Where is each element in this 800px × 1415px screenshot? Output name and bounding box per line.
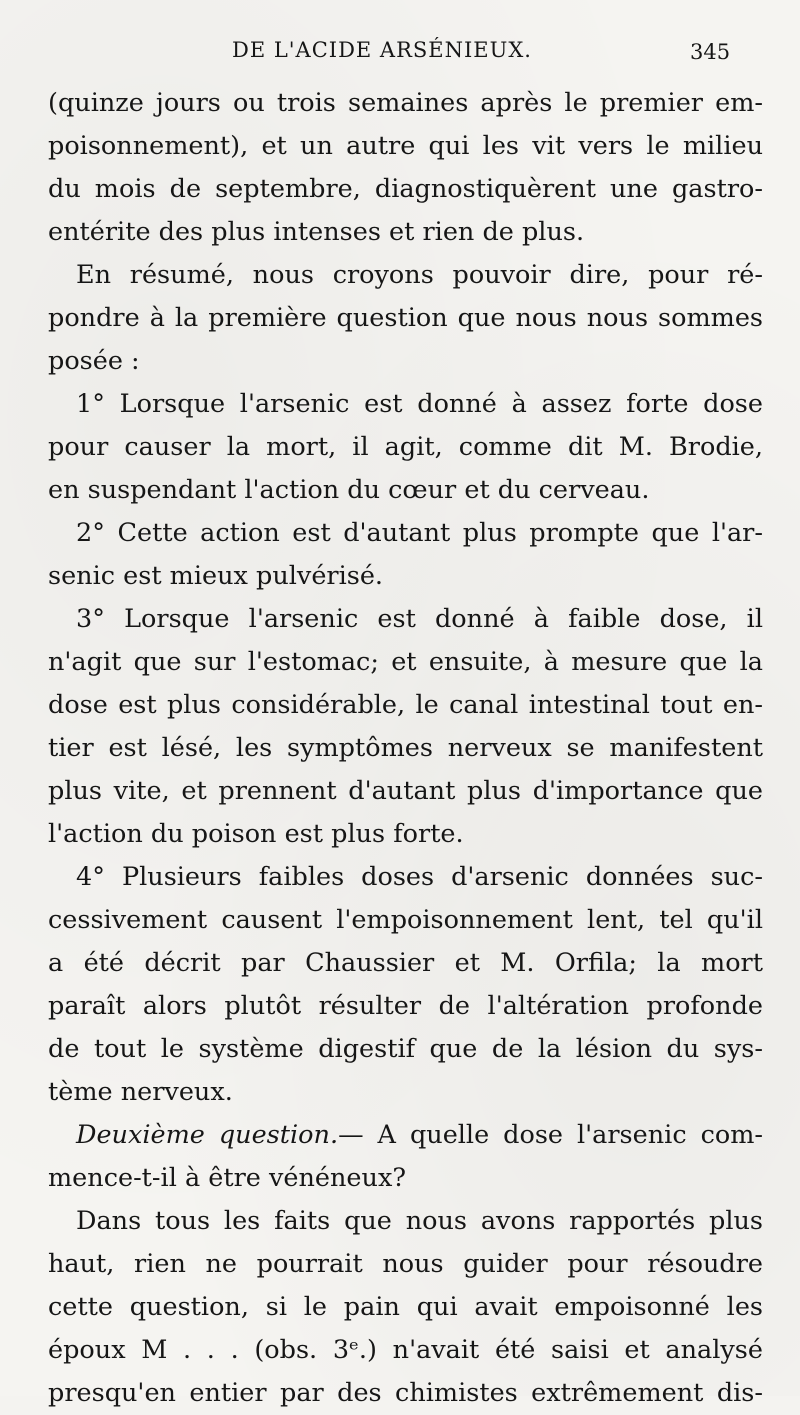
text-line: tème nerveux.: [48, 1077, 233, 1107]
text-line: 3° Lorsque l'arsenic est donné à faible dose, il: [76, 604, 763, 634]
text-line: entérite des plus intenses et rien de plus.: [48, 217, 585, 247]
text-line: a été décrit par Chaussier et M. Orfila; la mort: [48, 948, 763, 978]
page-number: 345: [690, 40, 731, 64]
question-text: — A quelle dose l'arsenic com-: [338, 1120, 763, 1150]
text-line: haut, rien ne pourrait nous guider pour résoudre: [48, 1249, 763, 1279]
text-line: époux M . . . (obs. 3ᵉ.) n'avait été saisi et analysé: [48, 1335, 763, 1365]
text-line: presqu'en entier par des chimistes extrêmement dis-: [48, 1378, 763, 1408]
text-line: En résumé, nous croyons pouvoir dire, pour ré-: [76, 260, 763, 290]
text-line: de tout le système digestif que de la lésion du sys-: [48, 1034, 763, 1064]
text-line: posée :: [48, 346, 140, 376]
text-line: du mois de septembre, diagnostiquèrent une gastro-: [48, 174, 763, 204]
text-line: mence-t-il à être vénéneux?: [48, 1163, 406, 1193]
text-line: plus vite, et prennent d'autant plus d'importance que: [48, 776, 763, 806]
text-line: l'action du poison est plus forte.: [48, 819, 464, 849]
text-line: cette question, si le pain qui avait empoisonné les: [48, 1292, 763, 1322]
running-title: DE L'ACIDE ARSÉNIEUX.: [232, 38, 532, 62]
text-line: cessivement causent l'empoisonnement lent, tel qu'il: [48, 905, 763, 935]
body-text: [48, 82, 763, 1415]
text-line: 4° Plusieurs faibles doses d'arsenic données suc-: [76, 862, 763, 892]
text-line: senic est mieux pulvérisé.: [48, 561, 384, 591]
text-line: paraît alors plutôt résulter de l'altération profonde: [48, 991, 763, 1021]
text-line: n'agit que sur l'estomac; et ensuite, à mesure que la: [48, 647, 763, 677]
question-heading-line: [48, 1114, 763, 1157]
text-line: en suspendant l'action du cœur et du cerveau.: [48, 475, 650, 505]
text-line: 1° Lorsque l'arsenic est donné à assez forte dose: [76, 389, 763, 419]
question-label: Deuxième question.: [76, 1120, 339, 1150]
text-line: tier est lésé, les symptômes nerveux se manifestent: [48, 733, 763, 763]
text-line: Dans tous les faits que nous avons rapportés plus: [76, 1206, 763, 1236]
text-line: pondre à la première question que nous nous sommes: [48, 303, 763, 333]
text-line: 2° Cette action est d'autant plus prompte que l'ar-: [76, 518, 763, 548]
text-line: poisonnement), et un autre qui les vit vers le milieu: [48, 131, 763, 161]
text-line: dose est plus considérable, le canal intestinal tout en-: [48, 690, 763, 720]
text-line: (quinze jours ou trois semaines après le premier em-: [48, 88, 763, 118]
text-line: pour causer la mort, il agit, comme dit M. Brodie,: [48, 432, 763, 462]
